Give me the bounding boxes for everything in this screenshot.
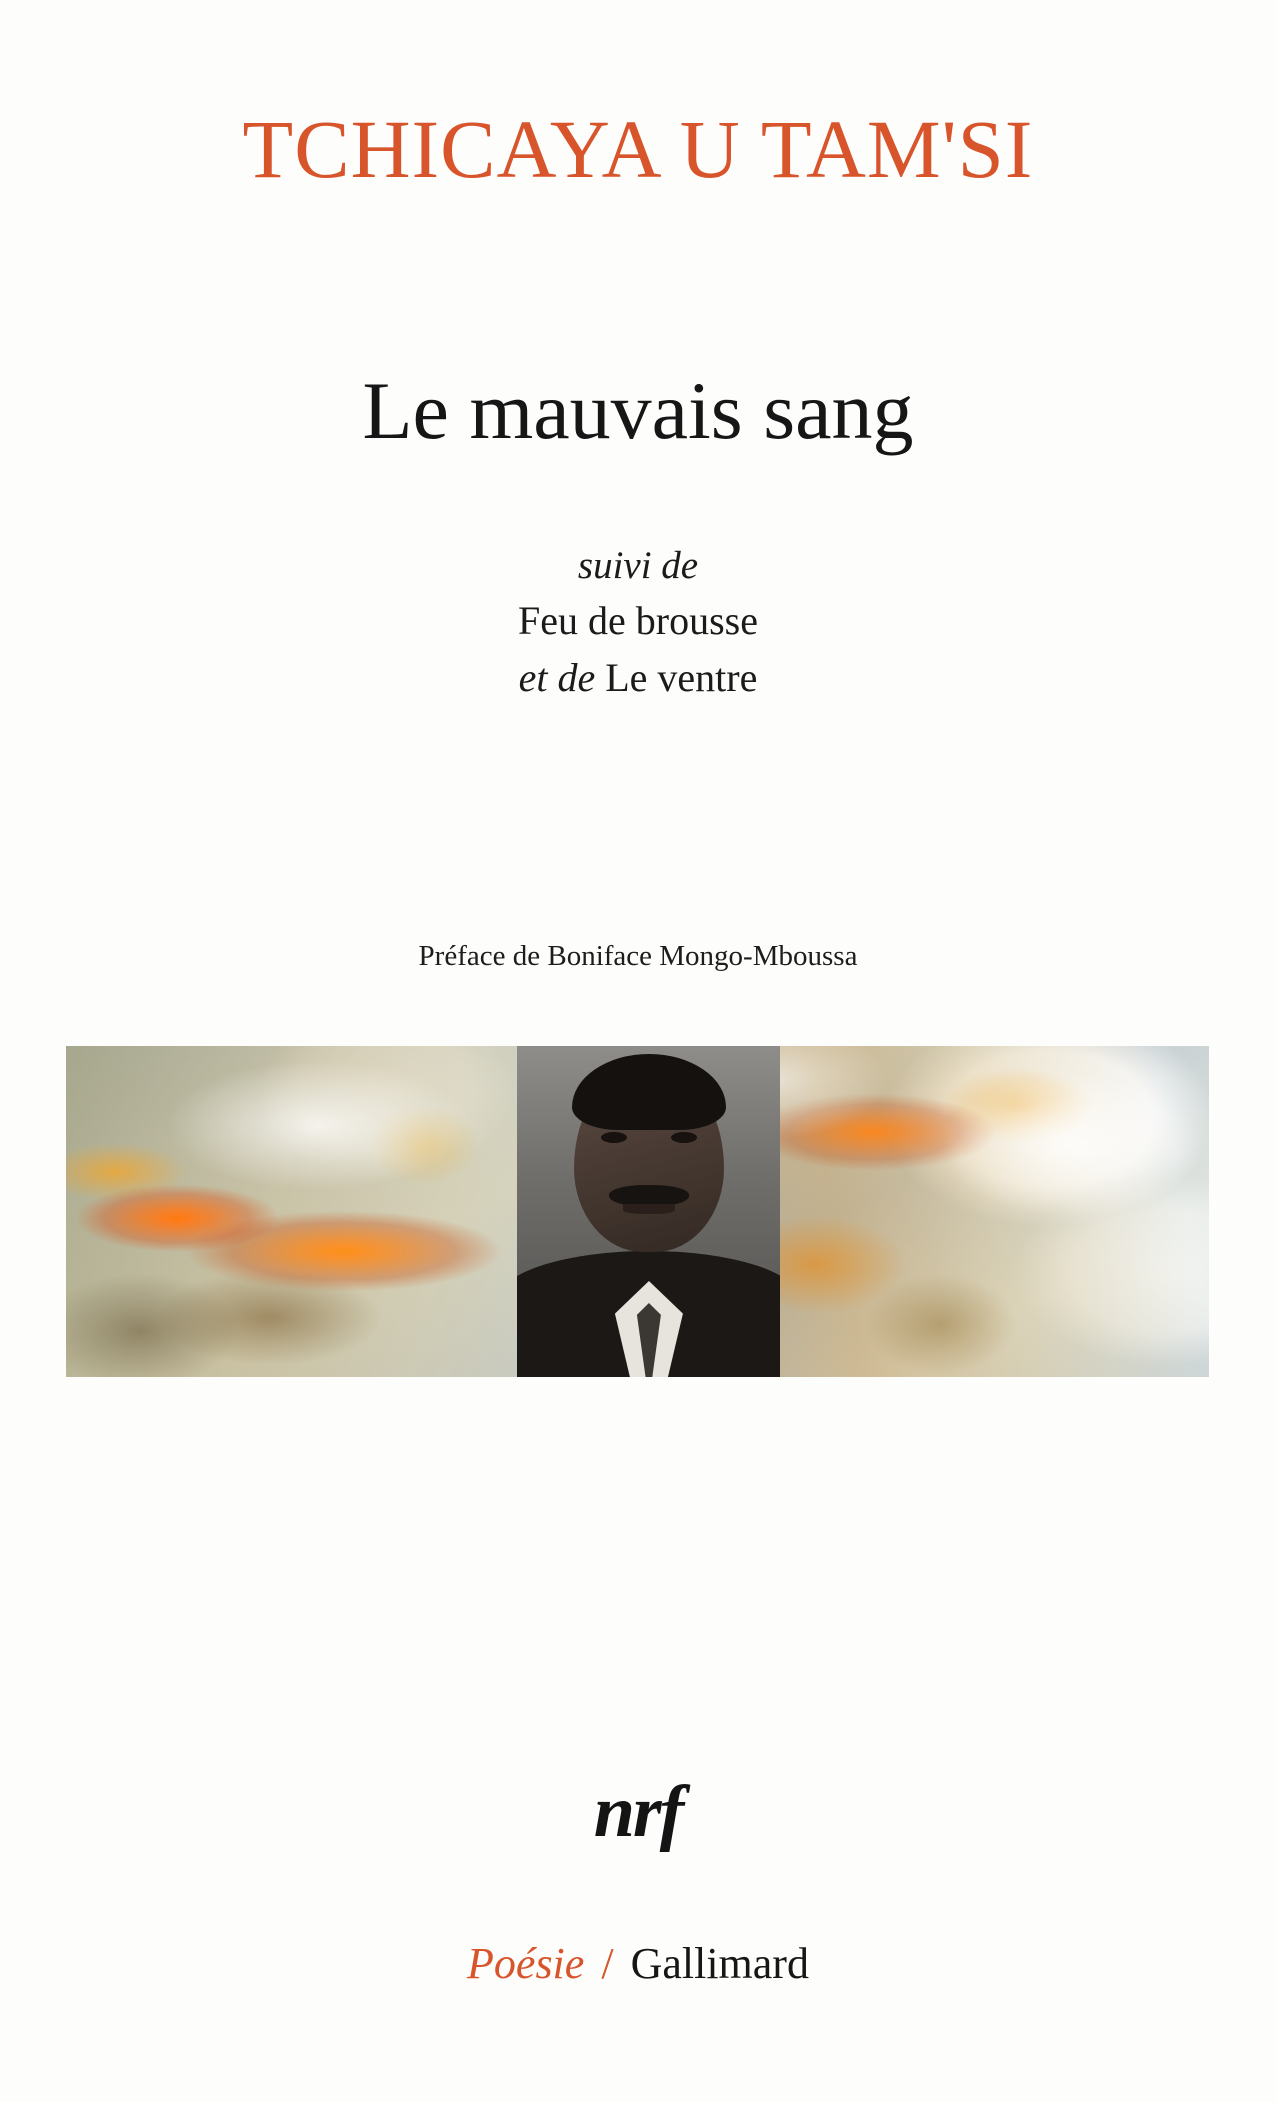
cover-band-image — [66, 1046, 1209, 1377]
imprint-line — [0, 1938, 1276, 1989]
third-work-title: Le ventre — [605, 655, 758, 701]
collection-name: Poésie — [467, 1939, 585, 1988]
publisher-name: Gallimard — [630, 1939, 809, 1988]
followed-by-label: suivi de — [577, 544, 699, 587]
portrait-mouth — [623, 1204, 675, 1214]
second-work-title: Feu de brousse — [518, 598, 758, 644]
imprint-separator: / — [601, 1939, 614, 1988]
third-work-line — [0, 650, 1276, 707]
book-title: Le mauvais sang — [362, 365, 914, 456]
nrf-logo: nrf — [593, 1771, 683, 1853]
subtitle-block — [0, 538, 1276, 707]
author-portrait — [517, 1046, 780, 1377]
third-work-prefix: et de — [518, 655, 596, 701]
preface-credit: Préface de Boniface Mongo-Mboussa — [418, 940, 858, 972]
bush-fire-right — [729, 1046, 1209, 1377]
portrait-eye-left — [601, 1132, 627, 1143]
author-name: TCHICAYA U TAM'SI — [242, 103, 1034, 195]
portrait-eye-right — [671, 1132, 697, 1143]
